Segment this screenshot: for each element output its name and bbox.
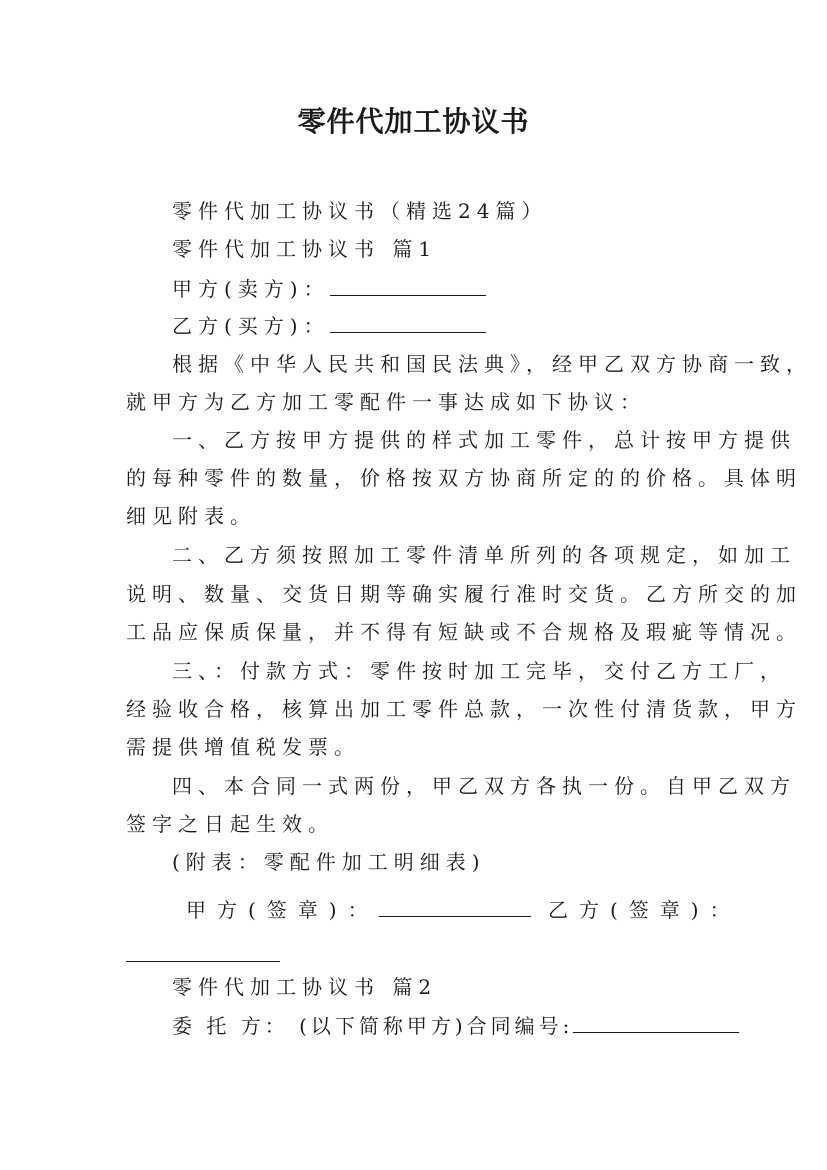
sign-b-label: 乙方(签章)： [547, 898, 741, 922]
clause2-line-2: 说明、数量、交货日期等确实履行准时交货。乙方所交的加 [126, 582, 802, 606]
document-title: 零件代加工协议书 [297, 105, 530, 138]
signature-row [186, 896, 741, 924]
sign-a-blank [379, 898, 531, 917]
party-b-blank [330, 314, 486, 333]
clause3-line-3: 需提供增值税发票。 [126, 735, 360, 759]
document-subtitle: 零件代加工协议书（精选24篇） [172, 199, 548, 223]
sign-b-blank [126, 941, 280, 962]
party-a-label: 甲方(卖方)： [172, 277, 330, 301]
sign-a-label: 甲方(签章)： [186, 898, 379, 922]
clause1-line-2: 的每种零件的数量，价格按双方协商所定的的价格。具体明 [126, 466, 802, 490]
client-note: (以下简称甲方)合同编号: [299, 1014, 574, 1038]
party-a-blank [330, 277, 486, 296]
part1-heading: 零件代加工协议书 篇1 [172, 237, 438, 261]
party-b-label: 乙方(买方)： [172, 314, 330, 338]
clause1-line-3: 细见附表。 [126, 504, 256, 528]
clause2-line-1: 二、乙方须按照加工零件清单所列的各项规定，如加工 [172, 543, 796, 567]
clause4-line-1: 四、本合同一式两份，甲乙双方各执一份。自甲乙双方 [172, 774, 796, 798]
clause3-line-2: 经验收合格，核算出加工零件总款，一次性付清货款，甲方 [126, 697, 802, 721]
part2-heading: 零件代加工协议书 篇2 [172, 975, 438, 999]
party-b-row [172, 312, 486, 340]
client-row [172, 1012, 739, 1040]
intro-line-2: 就甲方为乙方加工零配件一事达成如下协议： [126, 390, 646, 414]
contract-number-blank [573, 1014, 739, 1033]
clause2-line-3: 工品应保质保量，并不得有短缺或不合规格及瑕疵等情况。 [126, 620, 802, 644]
party-a-row [172, 275, 486, 303]
client-label: 委 托 方： [172, 1014, 289, 1038]
clause3-line-1: 三、：付款方式：零件按时加工完毕，交付乙方工厂， [172, 659, 786, 683]
clause4-line-2: 签字之日起生效。 [126, 812, 334, 836]
attachment-note: (附表：零配件加工明细表) [172, 850, 486, 874]
intro-line-1: 根据《中华人民共和国民法典》，经甲乙双方协商一致， [172, 352, 812, 376]
clause1-line-1: 一、乙方按甲方提供的样式加工零件，总计按甲方提供 [172, 428, 796, 452]
